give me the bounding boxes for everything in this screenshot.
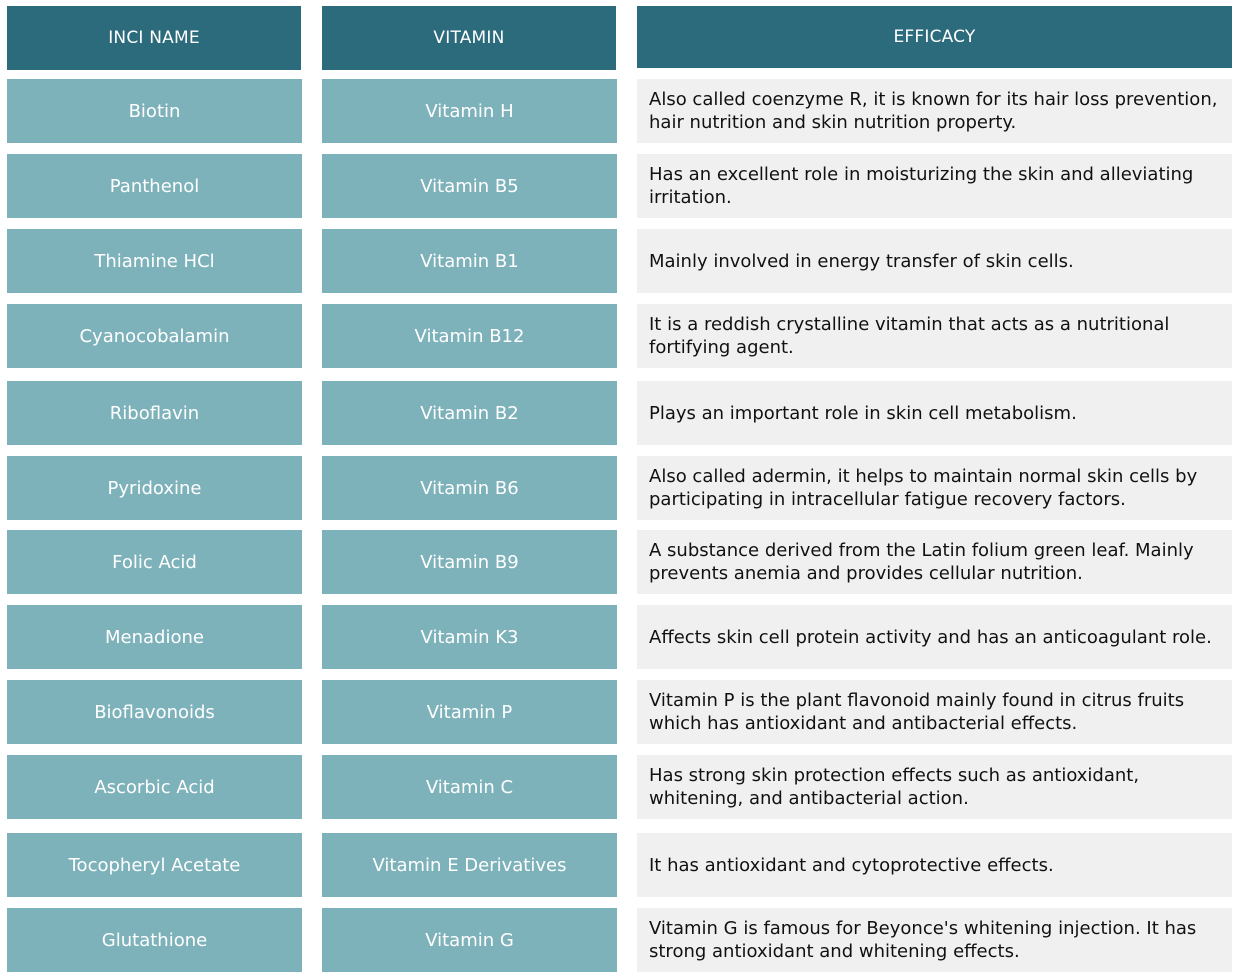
vitamin-cell: Vitamin B9 <box>322 530 617 594</box>
vitamin-cell: Vitamin G <box>322 908 617 972</box>
inci-name-cell: Folic Acid <box>7 530 302 594</box>
inci-name-cell: Biotin <box>7 79 302 143</box>
efficacy-cell: Has strong skin protection effects such as antioxidant, whitening, and antibacterial action. <box>637 755 1232 819</box>
inci-name-cell: Glutathione <box>7 908 302 972</box>
vitamin-cell: Vitamin P <box>322 680 617 744</box>
header-inci-name: INCI NAME <box>7 6 301 70</box>
inci-name-cell: Bioflavonoids <box>7 680 302 744</box>
vitamin-cell: Vitamin B2 <box>322 381 617 445</box>
vitamin-cell: Vitamin B6 <box>322 456 617 520</box>
efficacy-cell: It has antioxidant and cytoprotective effects. <box>637 833 1232 897</box>
efficacy-cell: It is a reddish crystalline vitamin that acts as a nutritional fortifying agent. <box>637 304 1232 368</box>
vitamin-cell: Vitamin H <box>322 79 617 143</box>
inci-name-cell: Pyridoxine <box>7 456 302 520</box>
inci-name-cell: Riboflavin <box>7 381 302 445</box>
vitamin-cell: Vitamin C <box>322 755 617 819</box>
inci-name-cell: Thiamine HCl <box>7 229 302 293</box>
inci-name-cell: Tocopheryl Acetate <box>7 833 302 897</box>
vitamin-cell: Vitamin B1 <box>322 229 617 293</box>
vitamin-cell: Vitamin K3 <box>322 605 617 669</box>
efficacy-cell: Also called coenzyme R, it is known for its hair loss prevention, hair nutrition and skin nutrition property. <box>637 79 1232 143</box>
efficacy-cell: Plays an important role in skin cell metabolism. <box>637 381 1232 445</box>
vitamin-cell: Vitamin B12 <box>322 304 617 368</box>
inci-name-cell: Cyanocobalamin <box>7 304 302 368</box>
efficacy-cell: Vitamin G is famous for Beyonce's whitening injection. It has strong antioxidant and whitening effects. <box>637 908 1232 972</box>
inci-name-cell: Menadione <box>7 605 302 669</box>
header-vitamin: VITAMIN <box>322 6 616 70</box>
header-efficacy: EFFICACY <box>637 6 1232 68</box>
efficacy-cell: Has an excellent role in moisturizing the skin and alleviating irritation. <box>637 154 1232 218</box>
efficacy-cell: Mainly involved in energy transfer of skin cells. <box>637 229 1232 293</box>
efficacy-cell: Vitamin P is the plant flavonoid mainly found in citrus fruits which has antioxidant and antibacterial effects. <box>637 680 1232 744</box>
efficacy-cell: Affects skin cell protein activity and has an anticoagulant role. <box>637 605 1232 669</box>
efficacy-cell: A substance derived from the Latin folium green leaf. Mainly prevents anemia and provides cellular nutrition. <box>637 530 1232 594</box>
efficacy-cell: Also called adermin, it helps to maintain normal skin cells by participating in intracellular fatigue recovery factors. <box>637 456 1232 520</box>
vitamin-cell: Vitamin B5 <box>322 154 617 218</box>
inci-name-cell: Ascorbic Acid <box>7 755 302 819</box>
vitamin-cell: Vitamin E Derivatives <box>322 833 617 897</box>
inci-name-cell: Panthenol <box>7 154 302 218</box>
